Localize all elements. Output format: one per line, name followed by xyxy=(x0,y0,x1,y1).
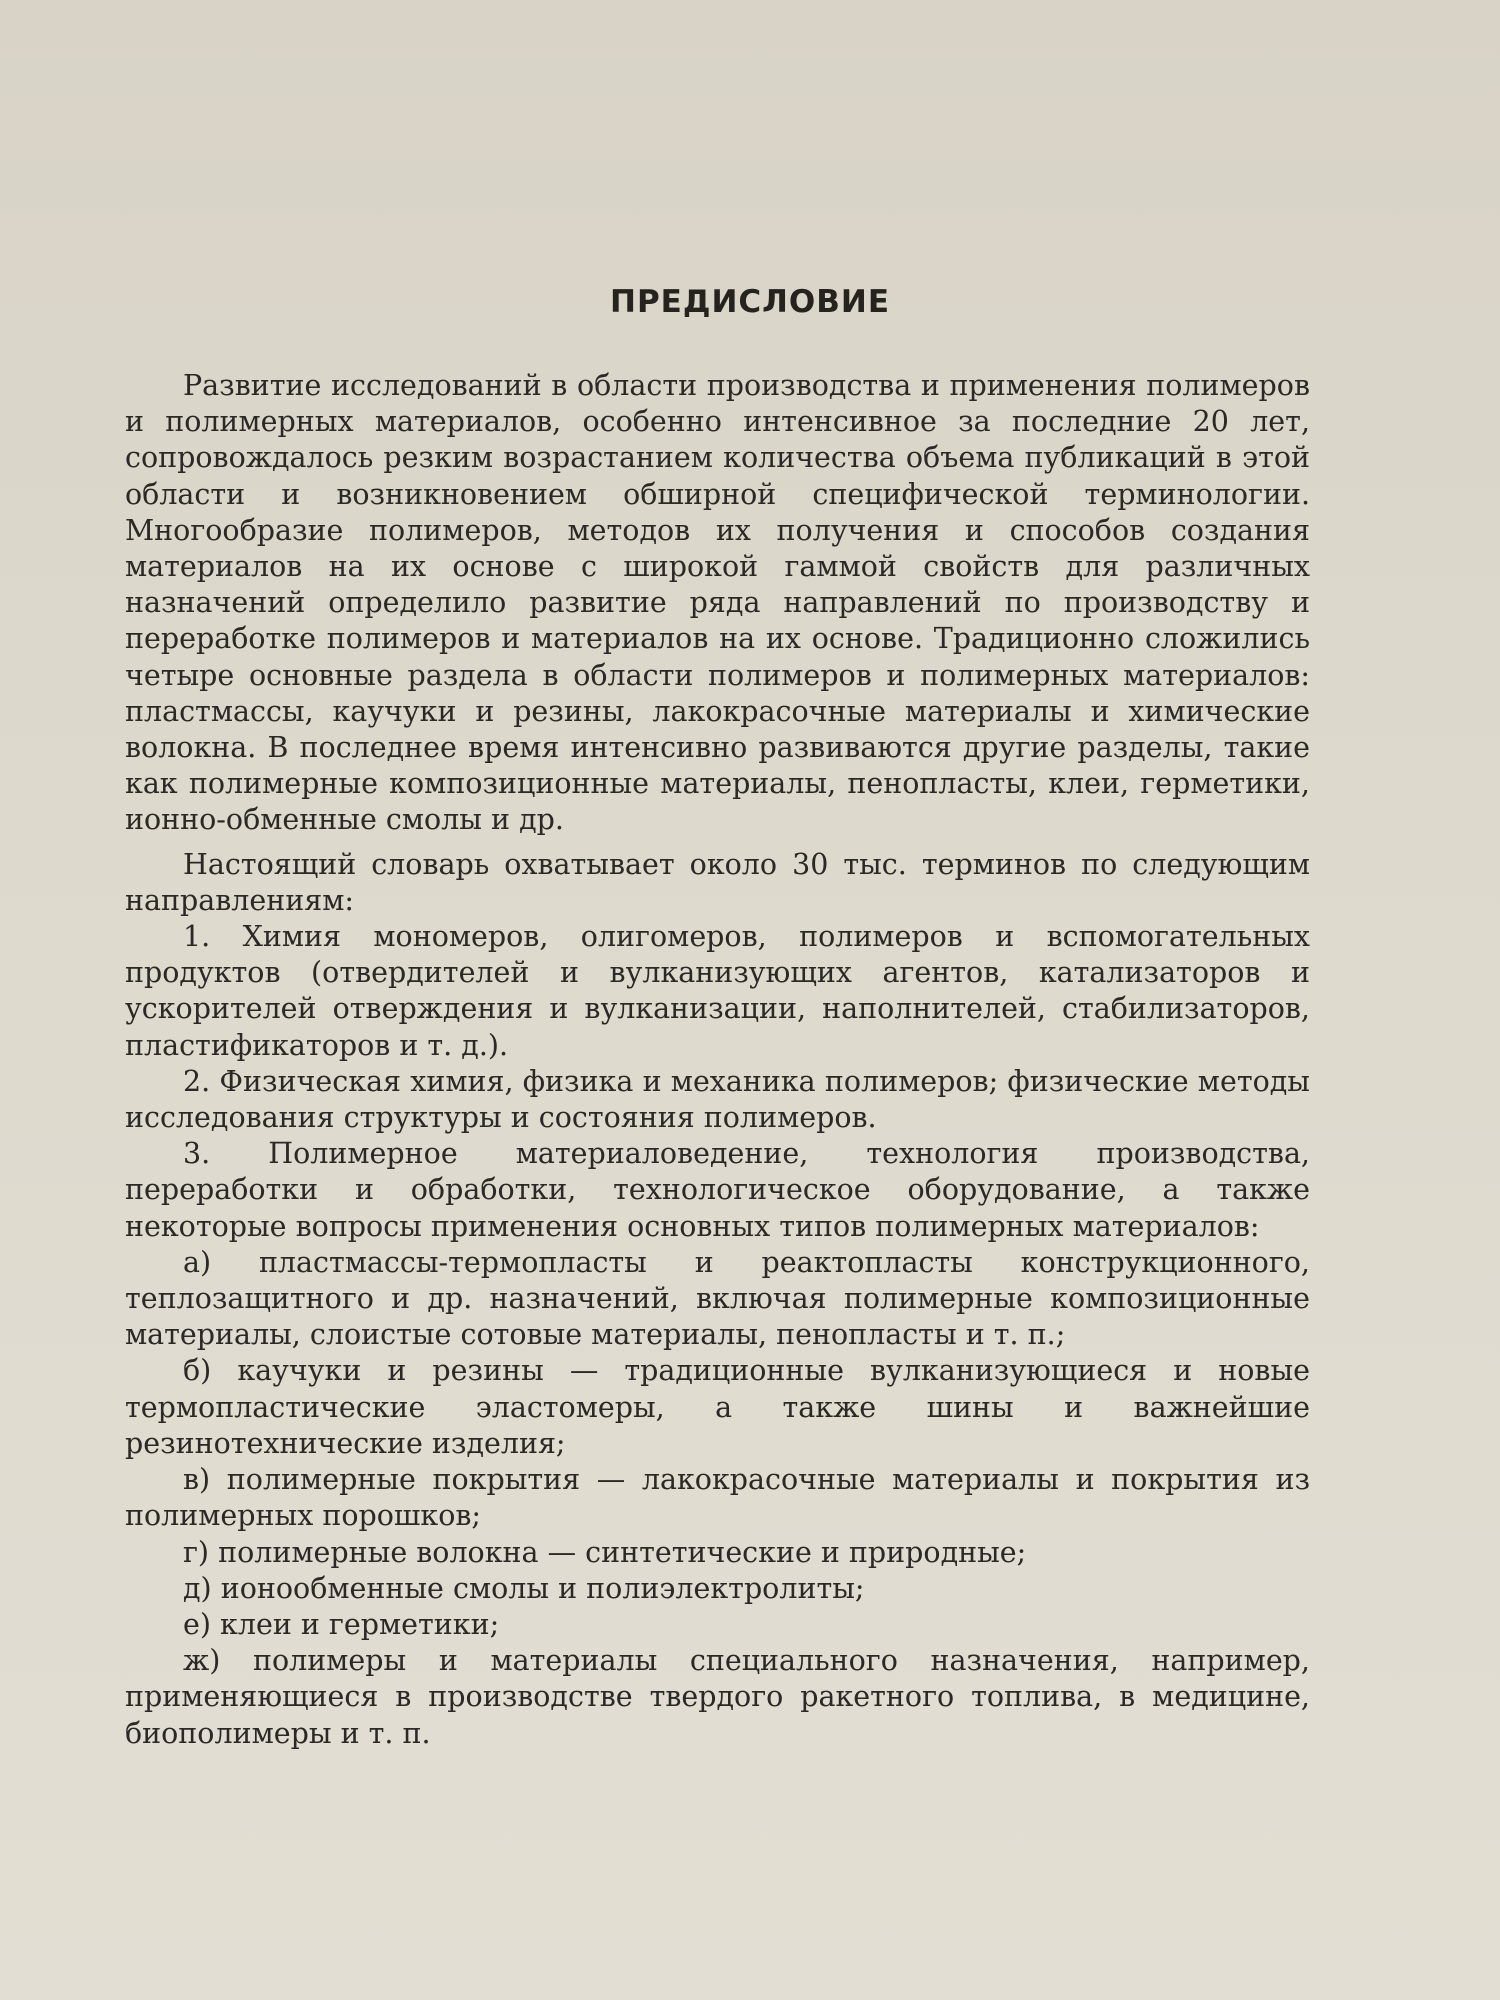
list-item-1: 1. Химия мономеров, олигомеров, полимеров и вспомогательных продуктов (отвердителей и вулканизующих агентов, катализаторов и ускорителей отверждения и вулканизации, наполнителей, стабилизаторов, пластификаторов и т. д.). xyxy=(125,920,1310,1062)
subitem-g: г) полимерные волокна — синтетические и природные; xyxy=(183,1535,1027,1569)
subitem-zh: ж) полимеры и материалы специального назначения, например, применяющиеся в производстве твердого ракетного топлива, в медицине, биополимеры и т. п. xyxy=(125,1644,1310,1750)
subitem-a: а) пластмассы-термопласты и реактопласты конструкционного, теплозащитного и др. назначений, включая полимерные композиционные материалы, слоистые сотовые материалы, пенопласты и т. п.; xyxy=(125,1245,1310,1352)
subitem-e: е) клеи и герметики; xyxy=(183,1607,500,1641)
list-item-2: 2. Физическая химия, физика и механика полимеров; физические методы исследования структуры и состояния полимеров. xyxy=(125,1064,1310,1135)
subitem-d: д) ионообменные смолы и полиэлектролиты; xyxy=(183,1571,865,1605)
subitem-v: в) полимерные покрытия — лакокрасочные материалы и покрытия из полимерных порошков; xyxy=(125,1463,1310,1533)
list-item-3: 3. Полимерное материаловедение, технология производства, переработки и обработки, технологическое оборудование, а также некоторые вопросы применения основных типов полимерных материалов: xyxy=(125,1137,1310,1243)
page-title: ПРЕДИСЛОВИЕ xyxy=(610,284,890,320)
subitem-b: б) каучуки и резины — традиционные вулканизующиеся и новые термопластические эластомеры, а также шины и важнейшие резинотехнические изделия; xyxy=(125,1354,1310,1460)
preface-body xyxy=(125,368,1310,1752)
intro-paragraph: Развитие исследований в области производства и применения полимеров и полимерных материалов, особенно интенсивное за последние 20 лет, сопровождалось резким возрастанием количества объема публикаций в этой области и возникновением обширной специфической терминологии. Многообразие полимеров, методов их получения и способов создания материалов на их основе с широкой гаммой свойств для различных назначений определило развитие ряда направлений по производству и переработке полимеров и материалов на их основе. Традиционно сложились четыре основные раздела в области полимеров и полимерных материалов: пластмассы, каучуки и резины, лакокрасочные материалы и химические волокна. В последнее время интенсивно развиваются другие разделы, такие как полимерные композиционные материалы, пенопласты, клеи, герметики, ионно-обменные смолы и др. xyxy=(125,369,1310,837)
scope-paragraph: Настоящий словарь охватывает около 30 тыс. терминов по следующим направлениям: xyxy=(125,847,1310,917)
